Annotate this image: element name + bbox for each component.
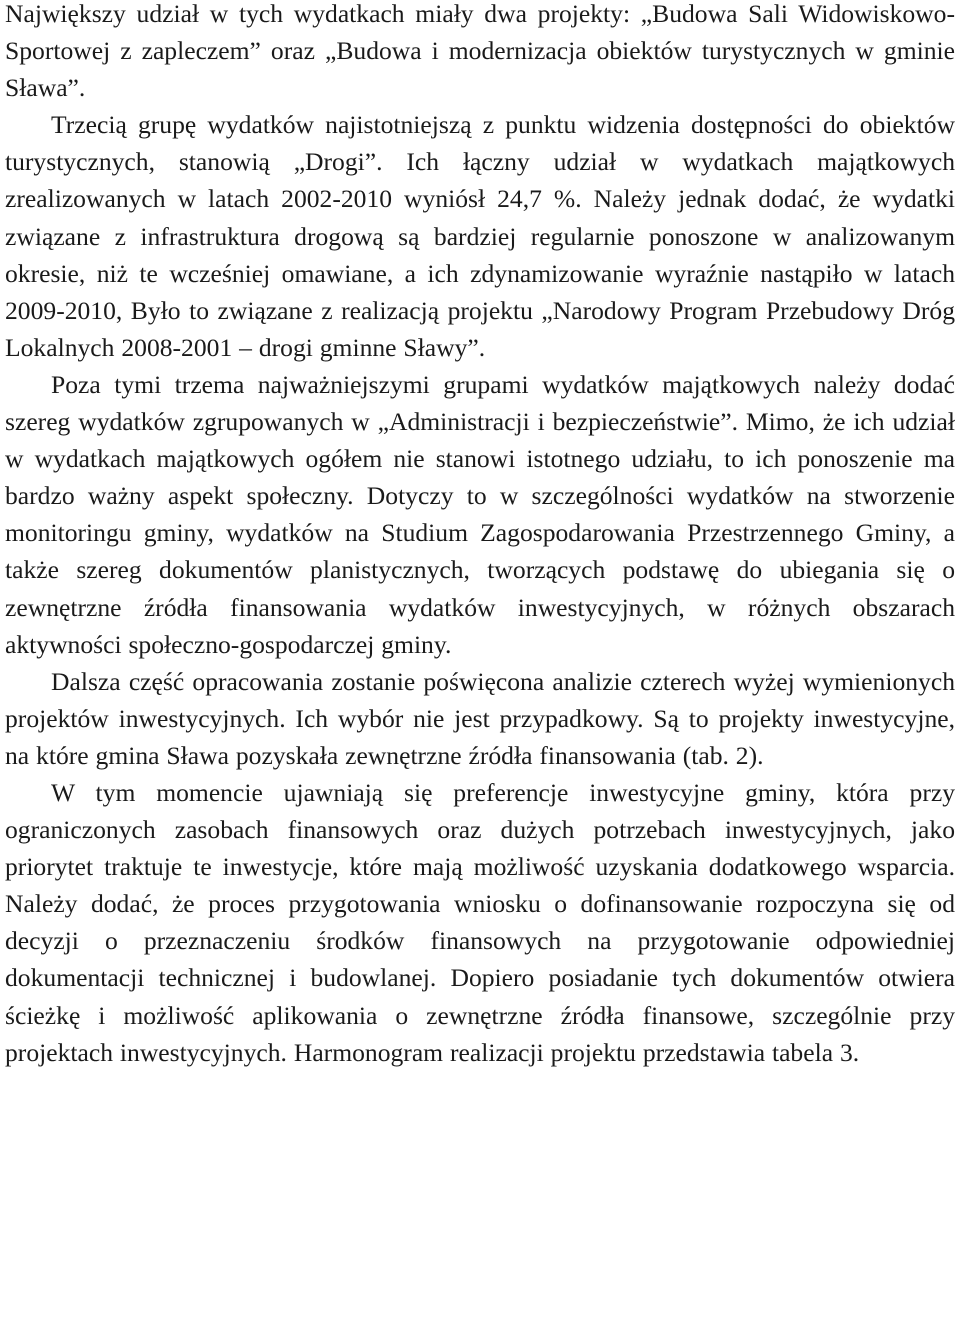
paragraph-major-projects: Największy udział w tych wydatkach miały dwa projekty: „Budowa Sali Widowiskowo-Sportowej z zapleczem” oraz „Budowa i modernizacja obiektów turystycznych w gminie Sława”. <box>5 0 955 103</box>
paragraph-roads: Trzecią grupę wydatków najistotniejszą z punktu widzenia dostępności do obiektów turystycznych, stanowią „Drogi”. Ich łączny udział w wydatkach majątkowych zrealizowanych w latach 2002-2010 wyniósł 24,7 %. Należy jednak dodać, że wydatki związane z infrastruktura drogową są bardziej regularnie ponoszone w analizowanym okresie, niż te wcześniej omawiane, a ich zdynamizowanie wyraźnie nastąpiło w latach 2009-2010, Było to związane z realizacją projektu „Narodowy Program Przebudowy Dróg Lokalnych 2008-2001 – drogi gminne Sławy”. <box>5 110 955 362</box>
paragraph-investment-preferences: W tym momencie ujawniają się preferencje inwestycyjne gminy, która przy ograniczonych zasobach finansowych oraz dużych potrzebach inwestycyjnych, jako priorytet traktuje te inwestycje, które mają możliwość uzyskania dodatkowego wsparcia. Należy dodać, że proces przygotowania wniosku o dofinansowanie rozpoczyna się od decyzji o przeznaczeniu środków finansowych na przygotowanie odpowiedniej dokumentacji technicznej i budowlanej. Dopiero posiadanie tych dokumentów otwiera ścieżkę i możliwość aplikowania o zewnętrzne źródła finansowe, szczególnie przy projektach inwestycyjnych. Harmonogram realizacji projektu przedstawia tabela 3. <box>5 777 955 1067</box>
paragraph-administration: Poza tymi trzema najważniejszymi grupami wydatków majątkowych należy dodać szereg wydatków zgrupowanych w „Administracji i bezpieczeństwie”. Mimo, że ich udział w wydatkach majątkowych ogółem nie stanowi istotnego udziału, to ich ponoszenie ma bardzo ważny aspekt społeczny. Dotyczy to w szczególności wydatków na stworzenie monitoringu gminy, wydatków na Studium Zagospodarowania Przestrzennego Gminy, a także szereg dokumentów planistycznych, tworzących podstawę do ubiegania się o zewnętrzne źródła finansowania wydatków inwestycyjnych, w różnych obszarach aktywności społeczno-gospodarczej gminy. <box>5 369 955 659</box>
paragraph-analysis-intro: Dalsza część opracowania zostanie poświęcona analizie czterech wyżej wymienionych projektów inwestycyjnych. Ich wybór nie jest przypadkowy. Są to projekty inwestycyjne, na które gmina Sława pozyskała zewnętrzne źródła finansowania (tab. 2). <box>5 666 955 770</box>
